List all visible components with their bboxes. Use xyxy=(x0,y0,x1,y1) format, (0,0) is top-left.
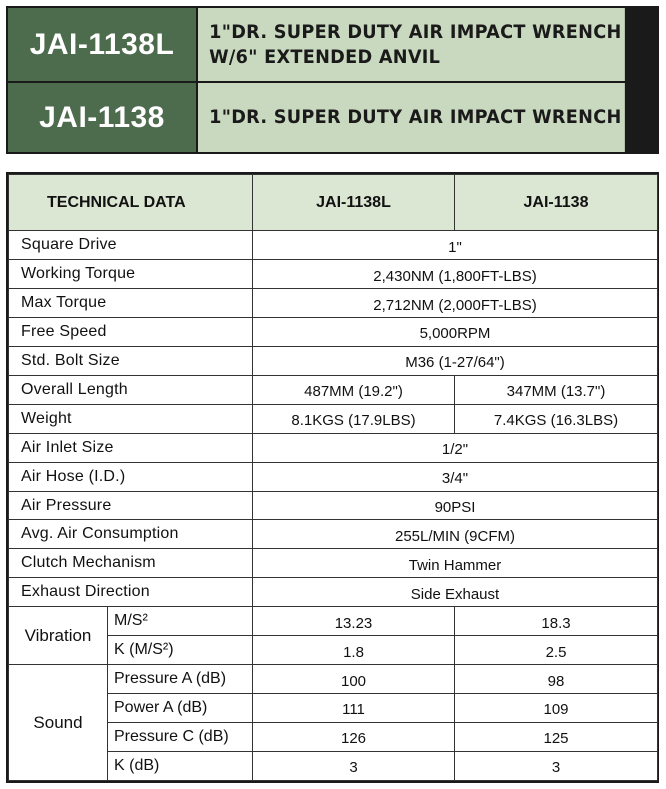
spec-value-jai-1138: 18.3 xyxy=(455,607,658,636)
table-row xyxy=(9,289,658,318)
spec-value: 3/4" xyxy=(253,462,658,491)
table-row xyxy=(9,404,658,433)
spec-value: 5,000RPM xyxy=(253,318,658,347)
spec-sublabel: Power A (dB) xyxy=(108,694,253,723)
table-row xyxy=(9,491,658,520)
spec-value-jai-1138l: 126 xyxy=(253,722,455,751)
spec-value: 255L/MIN (9CFM) xyxy=(253,520,658,549)
spec-sublabel: Pressure A (dB) xyxy=(108,665,253,694)
table-row xyxy=(9,578,658,607)
table-row xyxy=(9,462,658,491)
header-jai-1138: JAI-1138 xyxy=(455,175,658,231)
table-header-row xyxy=(9,175,658,231)
group-label-sound: Sound xyxy=(9,665,108,781)
spec-value-jai-1138l: 111 xyxy=(253,694,455,723)
product-row-jai-1138 xyxy=(8,83,657,152)
spec-label: Exhaust Direction xyxy=(9,578,253,607)
group-label-vibration: Vibration xyxy=(9,607,108,665)
header-technical-data: TECHNICAL DATA xyxy=(9,175,253,231)
spec-value-jai-1138: 125 xyxy=(455,722,658,751)
spec-value-jai-1138l: 13.23 xyxy=(253,607,455,636)
spec-value: 1" xyxy=(253,231,658,260)
spec-value: Side Exhaust xyxy=(253,578,658,607)
spec-label: Air Hose (I.D.) xyxy=(9,462,253,491)
table-row xyxy=(9,375,658,404)
spec-value: 2,712NM (2,000FT-LBS) xyxy=(253,289,658,318)
spec-label: Std. Bolt Size xyxy=(9,346,253,375)
spec-label: Air Pressure xyxy=(9,491,253,520)
spec-value-jai-1138l: 1.8 xyxy=(253,636,455,665)
spec-value-jai-1138: 347MM (13.7") xyxy=(455,375,658,404)
table-row xyxy=(9,549,658,578)
spec-value: 1/2" xyxy=(253,433,658,462)
product-description xyxy=(198,8,625,81)
table-row xyxy=(9,318,658,347)
product-description-line: 1"DR. SUPER DUTY AIR IMPACT WRENCH xyxy=(209,106,622,128)
spec-value: Twin Hammer xyxy=(253,549,658,578)
spec-value: 2,430NM (1,800FT-LBS) xyxy=(253,260,658,289)
spec-table xyxy=(6,172,659,783)
table-row xyxy=(9,607,658,636)
spec-value-jai-1138: 3 xyxy=(455,751,658,780)
product-row-jai-1138l xyxy=(8,8,657,81)
spec-value-jai-1138l: 100 xyxy=(253,665,455,694)
header-jai-1138l: JAI-1138L xyxy=(253,175,455,231)
table-row xyxy=(9,346,658,375)
table-row xyxy=(9,665,658,694)
product-header xyxy=(6,6,659,154)
spec-label: Max Torque xyxy=(9,289,253,318)
spec-label: Avg. Air Consumption xyxy=(9,520,253,549)
spec-value-jai-1138: 2.5 xyxy=(455,636,658,665)
spec-label: Weight xyxy=(9,404,253,433)
spec-label: Air Inlet Size xyxy=(9,433,253,462)
table-row xyxy=(9,231,658,260)
table-row xyxy=(9,433,658,462)
spec-value: M36 (1-27/64") xyxy=(253,346,658,375)
spec-sublabel: K (dB) xyxy=(108,751,253,780)
spec-label: Free Speed xyxy=(9,318,253,347)
spec-label: Overall Length xyxy=(9,375,253,404)
spec-sublabel: M/S² xyxy=(108,607,253,636)
spec-value-jai-1138: 7.4KGS (16.3LBS) xyxy=(455,404,658,433)
spec-value-jai-1138l: 487MM (19.2") xyxy=(253,375,455,404)
product-description-line: W/6" EXTENDED ANVIL xyxy=(209,45,441,68)
table-row xyxy=(9,520,658,549)
product-code: JAI-1138 xyxy=(8,83,196,152)
spec-label: Clutch Mechanism xyxy=(9,549,253,578)
spec-value-jai-1138: 109 xyxy=(455,694,658,723)
spec-label: Square Drive xyxy=(9,231,253,260)
spec-sublabel: Pressure C (dB) xyxy=(108,722,253,751)
spec-value-jai-1138l: 8.1KGS (17.9LBS) xyxy=(253,404,455,433)
table-row xyxy=(9,260,658,289)
product-description xyxy=(198,83,625,152)
spec-value-jai-1138l: 3 xyxy=(253,751,455,780)
spec-label: Working Torque xyxy=(9,260,253,289)
spec-value-jai-1138: 98 xyxy=(455,665,658,694)
product-description-line: 1"DR. SUPER DUTY AIR IMPACT WRENCH xyxy=(209,20,622,43)
spec-sublabel: K (M/S²) xyxy=(108,636,253,665)
product-code: JAI-1138L xyxy=(8,8,196,81)
spec-value: 90PSI xyxy=(253,491,658,520)
